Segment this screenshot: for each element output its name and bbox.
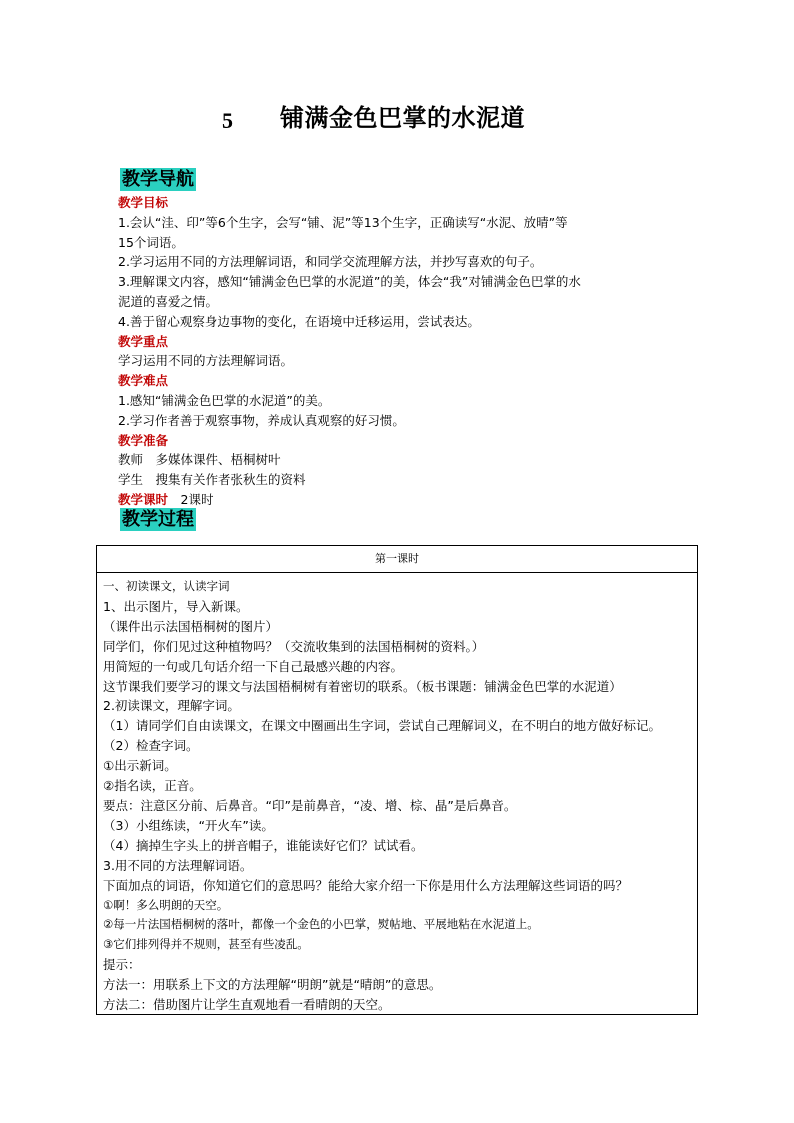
- table-body: [97, 573, 697, 1015]
- lesson-title: [0, 98, 794, 138]
- process-line: 下面加点的词语，你知道它们的意思吗？能给大家介绍一下你是用什么方法理解这些词语的吗？: [103, 877, 629, 893]
- process-line: 方法二：借助图片让学生直观地看一看晴朗的天空。: [103, 997, 391, 1013]
- process-line: 1、出示图片，导入新课。: [103, 598, 249, 614]
- process-line: 提示：: [103, 957, 141, 973]
- preparation-line: 教师 多媒体课件、梧桐树叶: [118, 452, 281, 468]
- key-point-line: 学习运用不同的方法理解词语。: [118, 353, 294, 369]
- difficulty-line: 2.学习作者善于观察事物，养成认真观察的好习惯。: [118, 412, 405, 428]
- objective-line: 泥道的喜爱之情。: [118, 293, 219, 309]
- process-heading: 教学过程: [122, 509, 194, 530]
- process-line: （3）小组练读，“开火车”读。: [103, 817, 274, 833]
- difficulty-line: 1.感知“铺满金色巴掌的水泥道”的美。: [118, 392, 331, 408]
- guide-heading: 教学导航: [122, 169, 194, 190]
- objective-line: 4.善于留心观察身边事物的变化，在语境中迁移运用，尝试表达。: [118, 313, 480, 329]
- lesson-number: 5: [222, 108, 233, 133]
- lesson-time-heading: 教学课时: [118, 491, 169, 507]
- objectives-heading: 教学目标: [118, 195, 169, 210]
- objective-line: 3.理解课文内容，感知“铺满金色巴掌的水泥道”的美，体会“我”对铺满金色巴掌的水: [118, 274, 581, 290]
- process-line: ②指名读，正音。: [103, 778, 202, 794]
- process-line: 这节课我们要学习的课文与法国梧桐树有着密切的联系。（板书课题：铺满金色巴掌的水泥道）: [103, 678, 622, 694]
- difficulties-heading: 教学难点: [118, 373, 169, 389]
- preparation-heading: 教学准备: [118, 432, 169, 448]
- process-line: 要点：注意区分前、后鼻音。“印”是前鼻音，“凌、增、棕、晶”是后鼻音。: [103, 797, 517, 813]
- process-line: （4）摘掉生字头上的拼音帽子，谁能读好它们？试试看。: [103, 837, 424, 853]
- lesson-plan-body: [118, 193, 678, 510]
- process-line: 同学们，你们见过这种植物吗？（交流收集到的法国梧桐树的资料。）: [103, 638, 485, 654]
- objective-line: 1.会认“洼、印”等6个生字，会写“铺、泥”等13个生字，正确读写“水泥、放晴”等: [118, 214, 568, 230]
- lesson-title-text: 铺满金色巴掌的水泥道: [280, 104, 525, 132]
- lesson-process-table: [96, 545, 698, 1015]
- table-header: 第一课时: [97, 546, 697, 573]
- process-line: （2）检查字词。: [103, 738, 199, 754]
- process-line: （1）请同学们自由读课文，在课文中圈画出生字词，尝试自己理解词义，在不明白的地方做好标记。: [103, 718, 661, 734]
- process-line: 方法一：用联系上下文的方法理解“明朗”就是“晴朗”的意思。: [103, 977, 442, 993]
- preparation-line: 学生 搜集有关作者张秋生的资料: [118, 472, 306, 488]
- process-line: ①啊！多么明朗的天空。: [103, 897, 229, 912]
- process-line: ②每一片法国梧桐树的落叶，都像一个金色的小巴掌，熨帖地、平展地粘在水泥道上。: [103, 917, 539, 932]
- process-line: ①出示新词。: [103, 758, 177, 774]
- process-line: ③它们排列得并不规则，甚至有些凌乱。: [103, 937, 309, 952]
- objective-line: 15个词语。: [118, 234, 184, 250]
- objective-line: 2.学习运用不同的方法理解词语，和同学交流理解方法，并抄写喜欢的句子。: [118, 254, 543, 270]
- lesson-time-row: [118, 490, 678, 510]
- lesson-time-value: 2课时: [168, 491, 214, 507]
- key-points-heading: 教学重点: [118, 333, 169, 349]
- process-line: 一、初读课文，认读字词: [103, 579, 230, 593]
- process-line: 2.初读课文，理解字词。: [103, 698, 240, 714]
- process-line: 3.用不同的方法理解词语。: [103, 857, 253, 873]
- process-line: （课件出示法国梧桐树的图片）: [103, 618, 279, 634]
- process-line: 用简短的一句或几句话介绍一下自己最感兴趣的内容。: [103, 658, 404, 674]
